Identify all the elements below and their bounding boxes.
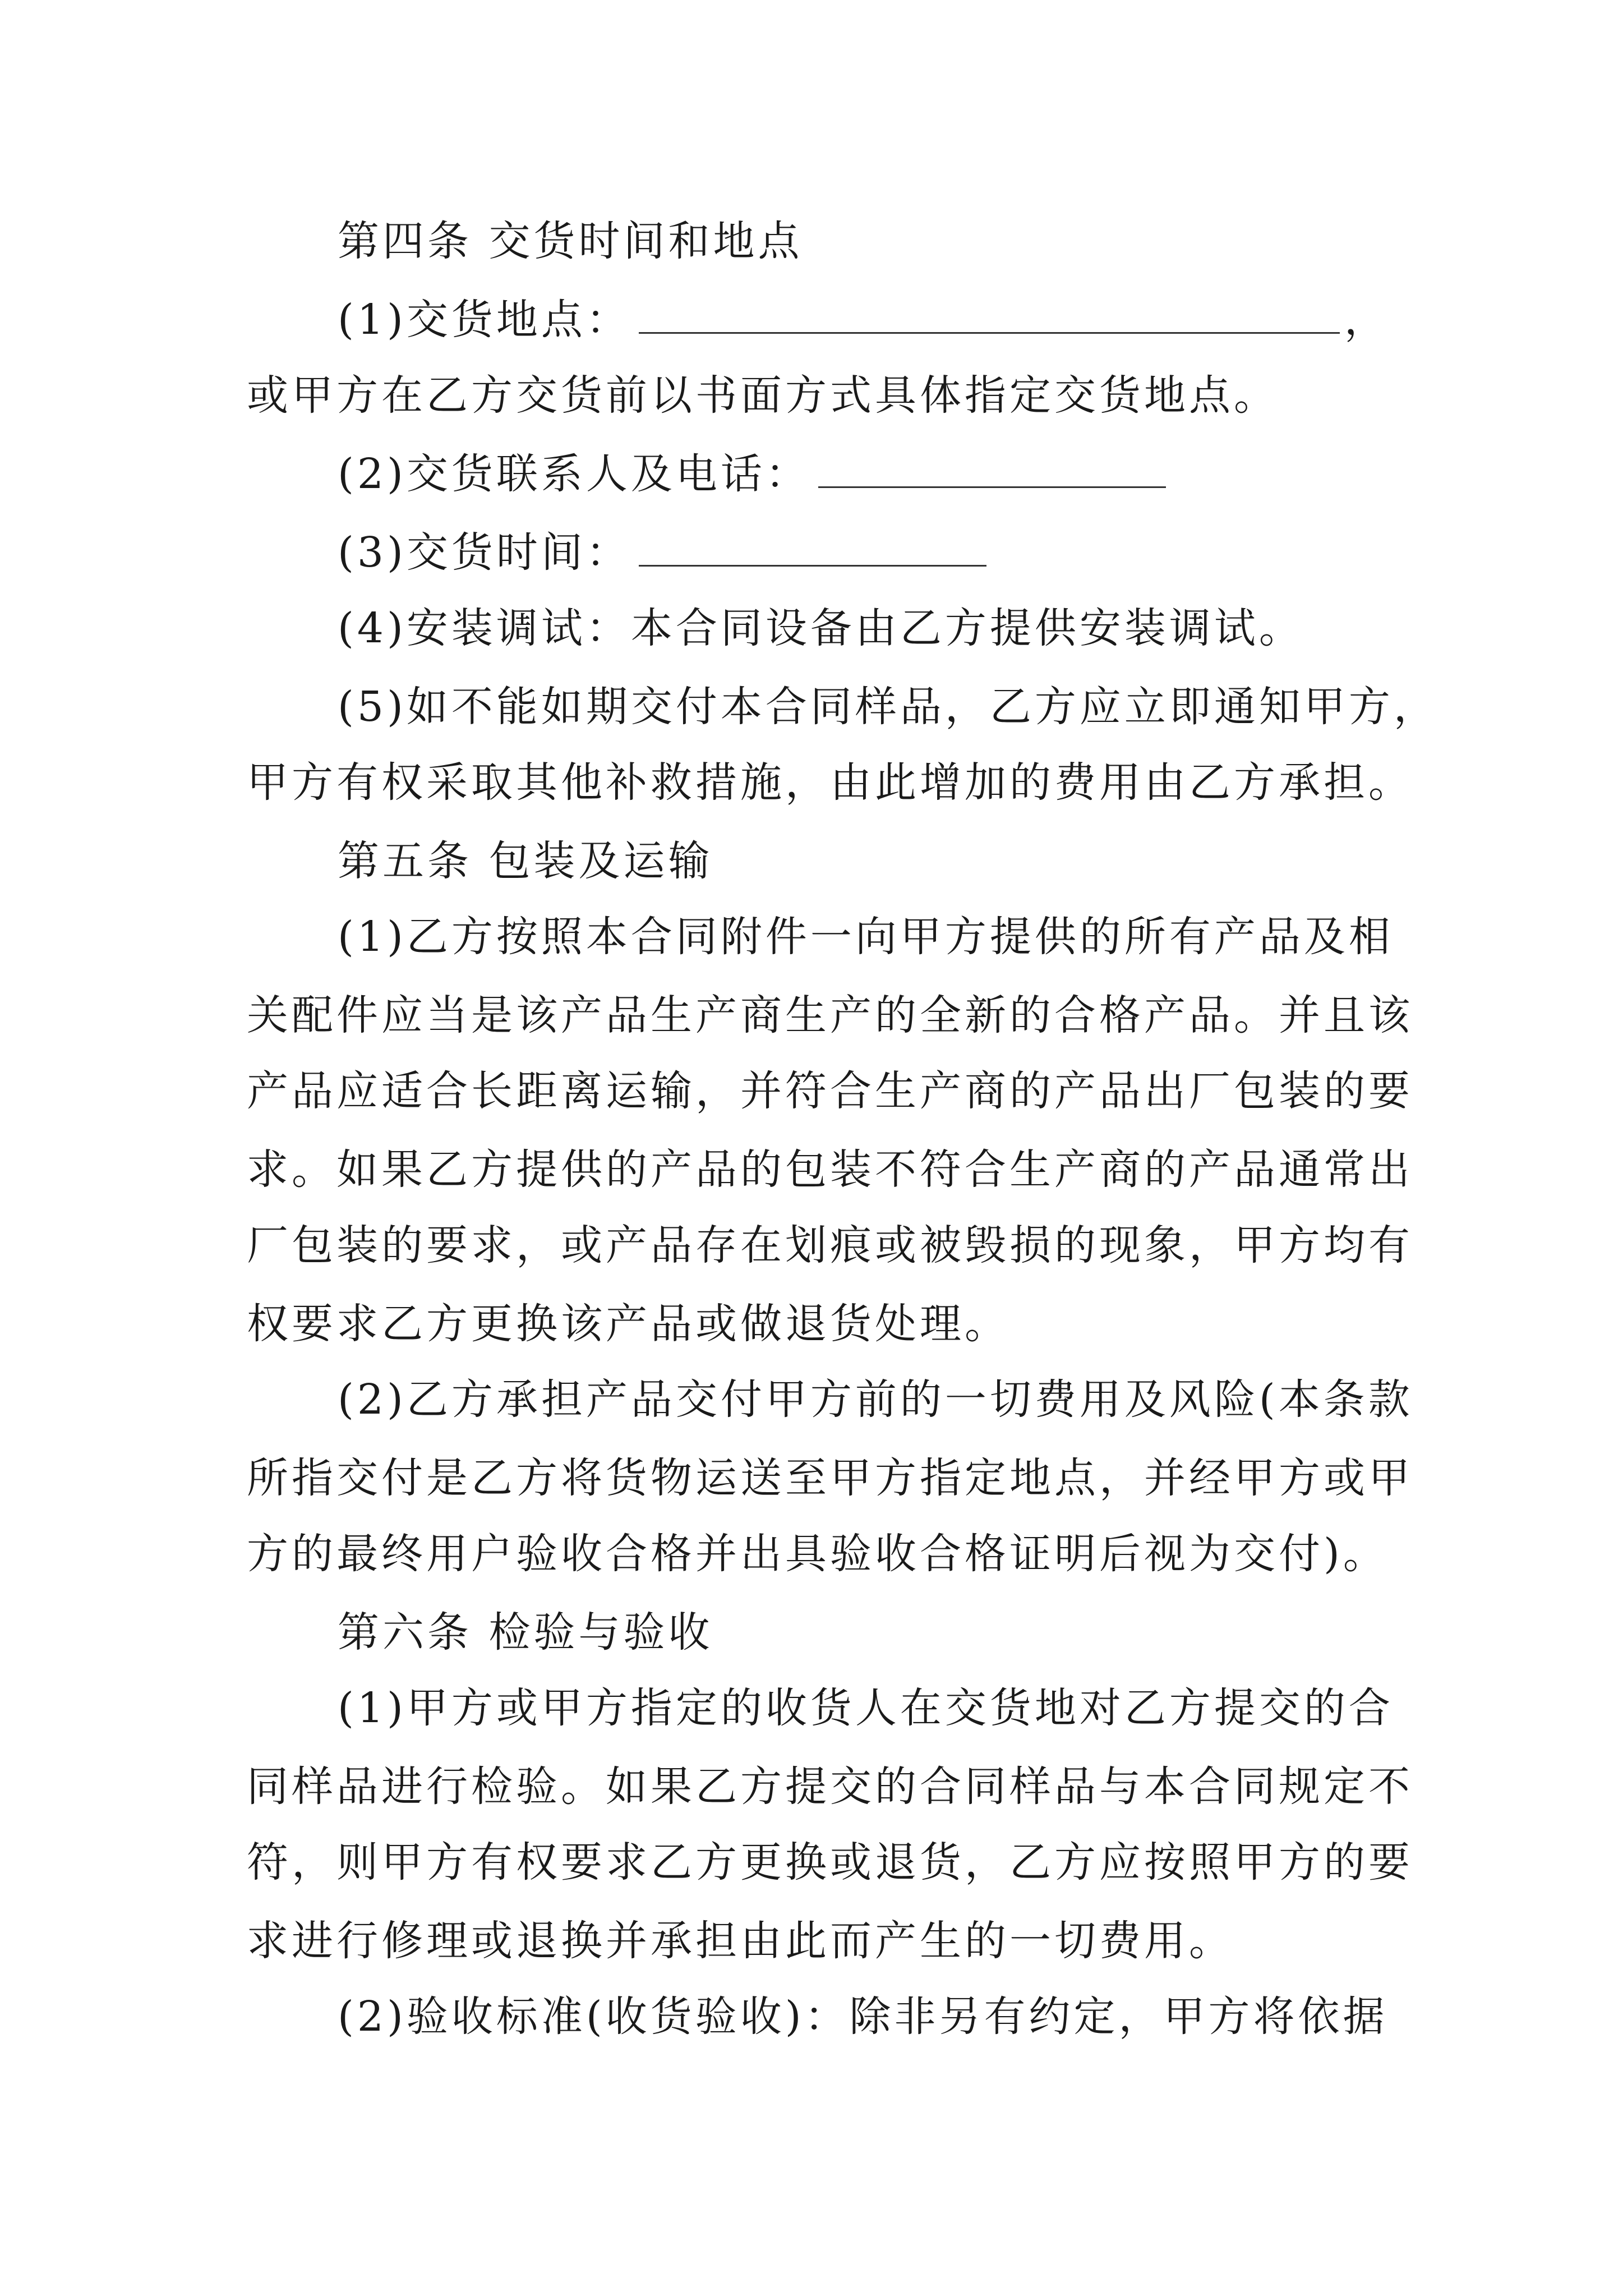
clause-6-1-line-3: 符，则甲方有权要求乙方更换或退货，乙方应按照甲方的要 [247,1838,1413,1887]
clause-5-1-line-4: 求。如果乙方提供的产品的包装不符合生产商的产品通常出 [247,1145,1413,1194]
section-5-heading: 第五条 包装及运输 [338,837,713,885]
installation-clause: (4)安装调试：本合同设备由乙方提供安装调试。 [338,604,1304,652]
clause-4-5-line-1: (5)如不能如期交付本合同样品，乙方应立即通知甲方， [338,683,1438,731]
delivery-contact-label: (2)交货联系人及电话： [338,450,810,498]
clause-5-2-line-3: 方的最终用户验收合格并出具验收合格证明后视为交付)。 [247,1530,1388,1578]
clause-5-1-line-2: 关配件应当是该产品生产商生产的全新的合格产品。并且该 [247,991,1413,1039]
clause-6-1-line-4: 求进行修理或退换并承担由此而产生的一切费用。 [247,1917,1234,1965]
delivery-location-line [338,292,1389,348]
delivery-contact-blank[interactable] [818,449,1166,488]
delivery-time-label: (3)交货时间： [338,528,631,577]
clause-5-2-line-2: 所指交付是乙方将货物运送至甲方指定地点，并经甲方或甲 [247,1454,1413,1502]
delivery-location-comma: ， [1344,296,1389,344]
delivery-location-continuation: 或甲方在乙方交货前以书面方式具体指定交货地点。 [247,371,1279,420]
delivery-location-blank[interactable] [639,295,1340,334]
clause-5-1-line-5: 厂包装的要求，或产品存在划痕或被毁损的现象，甲方均有 [247,1221,1413,1269]
clause-6-1-line-2: 同样品进行检验。如果乙方提交的合同样品与本合同规定不 [247,1763,1413,1811]
delivery-location-label: (1)交货地点： [338,296,631,344]
delivery-contact-line [338,446,1170,502]
clause-4-5-line-2: 甲方有权采取其他补救措施，由此增加的费用由乙方承担。 [247,758,1413,807]
section-6-heading: 第六条 检验与验收 [338,1608,713,1657]
section-4-heading: 第四条 交货时间和地点 [338,217,803,265]
clause-6-1-line-1: (1)甲方或甲方指定的收货人在交货地对乙方提交的合 [338,1684,1394,1732]
clause-5-2-line-1: (2)乙方承担产品交付甲方前的一切费用及风险(本条款 [338,1375,1413,1424]
delivery-time-line [338,524,991,581]
clause-5-1-line-1: (1)乙方按照本合同附件一向甲方提供的所有产品及相 [338,913,1394,961]
clause-5-1-line-6: 权要求乙方更换该产品或做退货处理。 [247,1300,1009,1348]
delivery-time-blank[interactable] [639,528,986,567]
clause-6-2-line-1: (2)验收标准(收货验收)：除非另有约定，甲方将依据 [338,1993,1388,2041]
clause-5-1-line-3: 产品应适合长距离运输，并符合生产商的产品出厂包装的要 [247,1067,1413,1115]
